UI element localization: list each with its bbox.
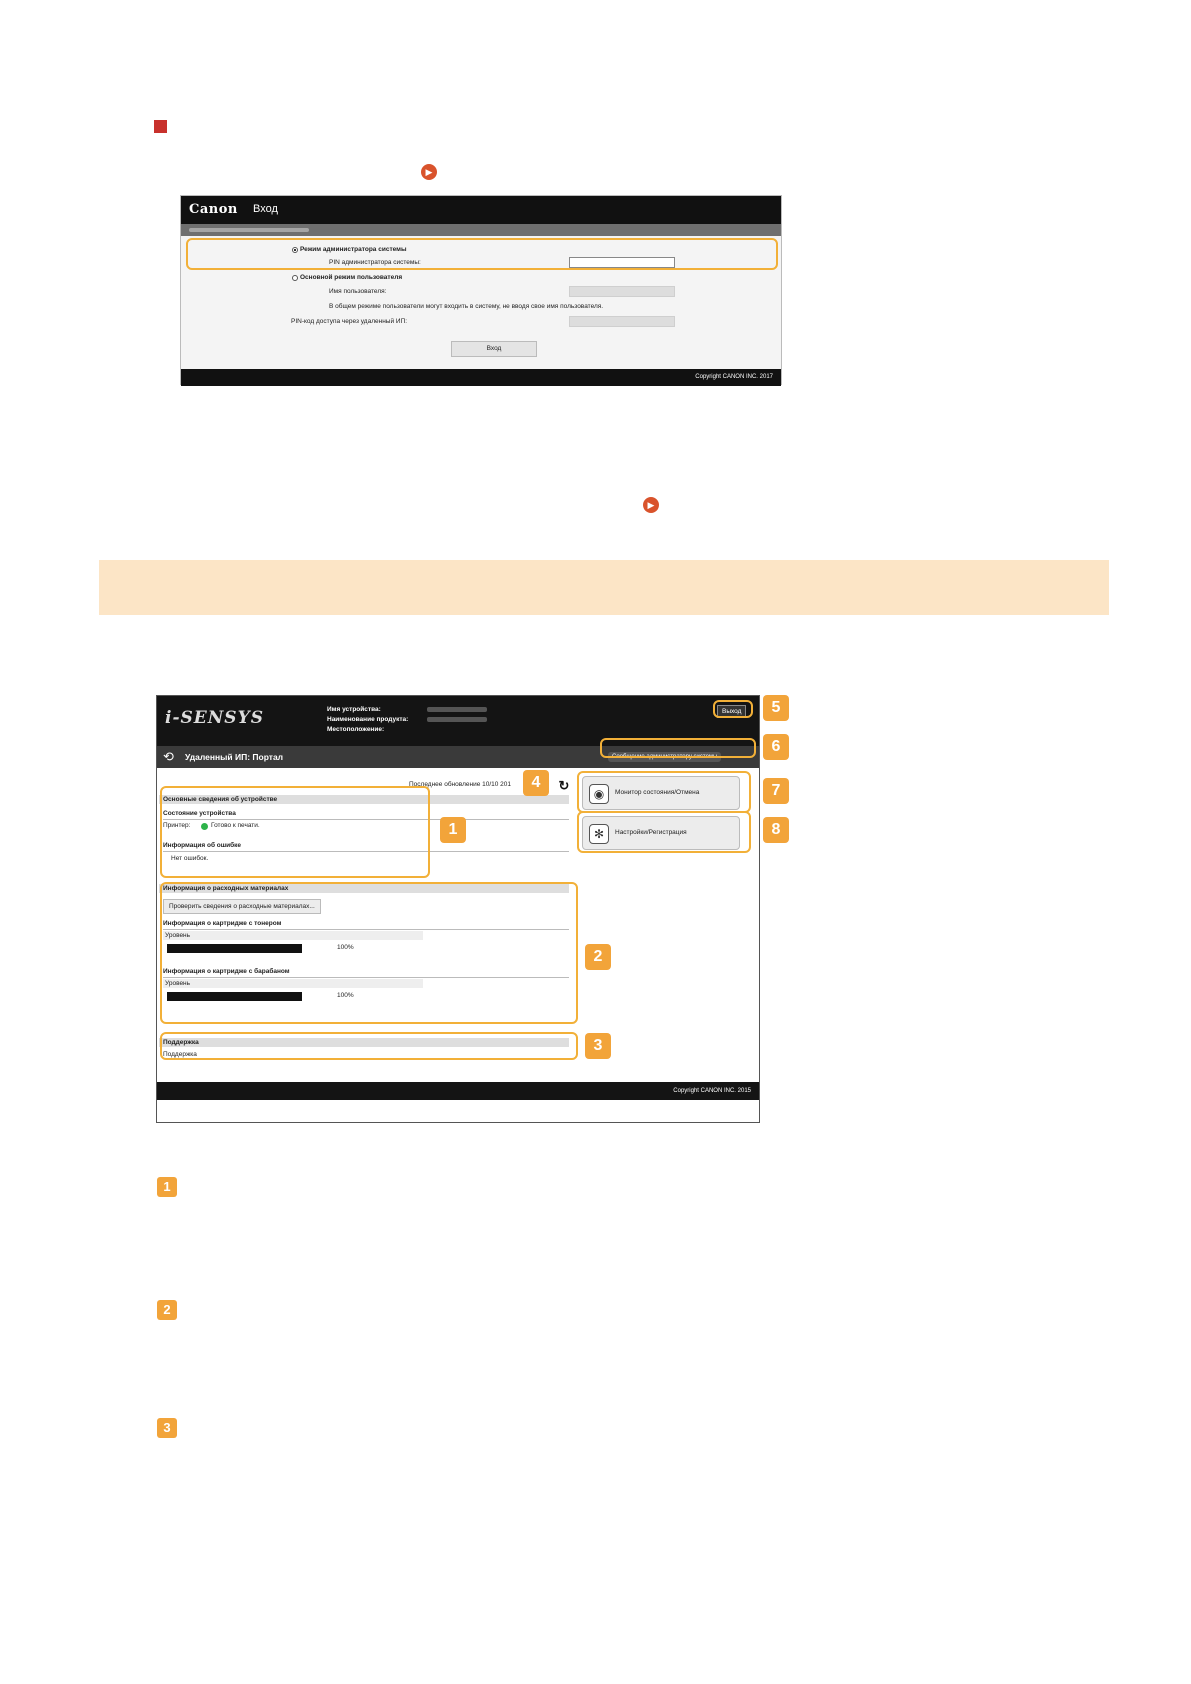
toner-level-label: Уровень: [165, 932, 191, 939]
isensys-logo: i-SENSYS: [165, 708, 264, 728]
login-header: [181, 196, 781, 224]
remote-pin-input[interactable]: [569, 316, 675, 327]
legend-badge-2: 2: [157, 1300, 177, 1320]
section-bullet: [154, 120, 167, 133]
last-update-text: Последнее обновление 10/10 201: [409, 781, 512, 788]
legend-badge-3: 3: [157, 1418, 177, 1438]
drum-level-label: Уровень: [165, 980, 191, 987]
legend-badge-1: 1: [157, 1177, 177, 1197]
callout-badge-1: 1: [440, 817, 466, 843]
login-footer: Copyright CANON INC. 2017: [181, 369, 781, 386]
support-link[interactable]: Поддержка: [163, 1051, 197, 1058]
callout-badge-7: 7: [763, 778, 789, 804]
logout-button[interactable]: Выход: [717, 705, 746, 718]
settings-icon: ✻: [589, 824, 609, 844]
callout-badge-3: 3: [585, 1033, 611, 1059]
admin-message-button[interactable]: Сообщение администратору системы: [608, 752, 721, 762]
general-mode-radio[interactable]: [292, 275, 298, 281]
blurred-value: [427, 707, 487, 712]
product-name-label: Наименование продукта:: [327, 716, 409, 723]
support-header: Поддержка: [163, 1039, 199, 1046]
highlight-status-monitor: [577, 771, 751, 813]
callout-badge-6: 6: [763, 734, 789, 760]
error-value: Нет ошибок.: [171, 855, 209, 862]
callout-badge-2: 2: [585, 944, 611, 970]
drum-level-value: 100%: [337, 992, 354, 999]
consumables-header: Информация о расходных материалах: [163, 885, 289, 892]
admin-pin-label: PIN администратора системы:: [329, 259, 421, 266]
blurred-text: [189, 228, 309, 232]
login-button[interactable]: Вход: [451, 341, 537, 357]
canon-logo: Canon: [189, 202, 238, 217]
portal-title: Удаленный ИП: Портал: [185, 752, 284, 762]
highlight-admin-mode: [186, 238, 778, 270]
remote-pin-label: PIN-код доступа через удаленный ИП:: [291, 318, 408, 325]
toner-level-value: 100%: [337, 944, 354, 951]
username-label: Имя пользователя:: [329, 288, 387, 295]
device-status-label: Состояние устройства: [163, 810, 236, 817]
link-arrow-icon[interactable]: ▶: [643, 497, 659, 513]
login-screenshot: [180, 195, 782, 385]
callout-badge-8: 8: [763, 817, 789, 843]
admin-mode-radio[interactable]: [292, 247, 298, 253]
highlight-logout: [713, 700, 753, 718]
section-heading-band: [99, 560, 1109, 615]
settings-label: Настройки/Регистрация: [615, 829, 687, 836]
general-mode-note: В общем режиме пользователи могут входить в систему, не вводя свое имя пользователя.: [329, 303, 604, 310]
admin-pin-input[interactable]: [569, 257, 675, 268]
general-mode-label: Основной режим пользователя: [300, 274, 403, 281]
eye-icon: ◉: [589, 784, 609, 804]
printer-status: Готово к печати.: [211, 822, 260, 829]
login-subbar: [181, 224, 781, 236]
location-label: Местоположение:: [327, 726, 385, 733]
printer-label: Принтер:: [163, 822, 191, 829]
refresh-icon[interactable]: ↻: [558, 778, 570, 793]
status-monitor-label: Монитор состояния/Отмена: [615, 789, 700, 796]
highlight-admin-message: [600, 738, 756, 758]
highlight-support: [160, 1032, 578, 1060]
highlight-basic-info: [160, 786, 430, 878]
toner-label: Информация о картридже с тонером: [163, 920, 282, 927]
highlight-settings: [577, 811, 751, 853]
device-name-label: Имя устройства:: [327, 706, 381, 713]
check-consumables-button[interactable]: Проверить сведения о расходные материалах...: [163, 899, 321, 914]
drum-label: Информация о картридже с барабаном: [163, 968, 290, 975]
link-arrow-icon[interactable]: ▶: [421, 164, 437, 180]
remote-ui-icon: ⟲: [163, 749, 174, 764]
login-title: Вход: [253, 203, 278, 215]
highlight-consumables: [160, 882, 578, 1024]
callout-badge-4: 4: [523, 770, 549, 796]
admin-mode-label: Режим администратора системы: [300, 246, 407, 253]
username-input[interactable]: [569, 286, 675, 297]
blurred-value: [427, 717, 487, 722]
portal-footer: Copyright CANON INC. 2015: [157, 1082, 759, 1100]
basic-info-header: Основные сведения об устройстве: [163, 796, 278, 803]
error-info-label: Информация об ошибке: [163, 842, 242, 849]
callout-badge-5: 5: [763, 695, 789, 721]
